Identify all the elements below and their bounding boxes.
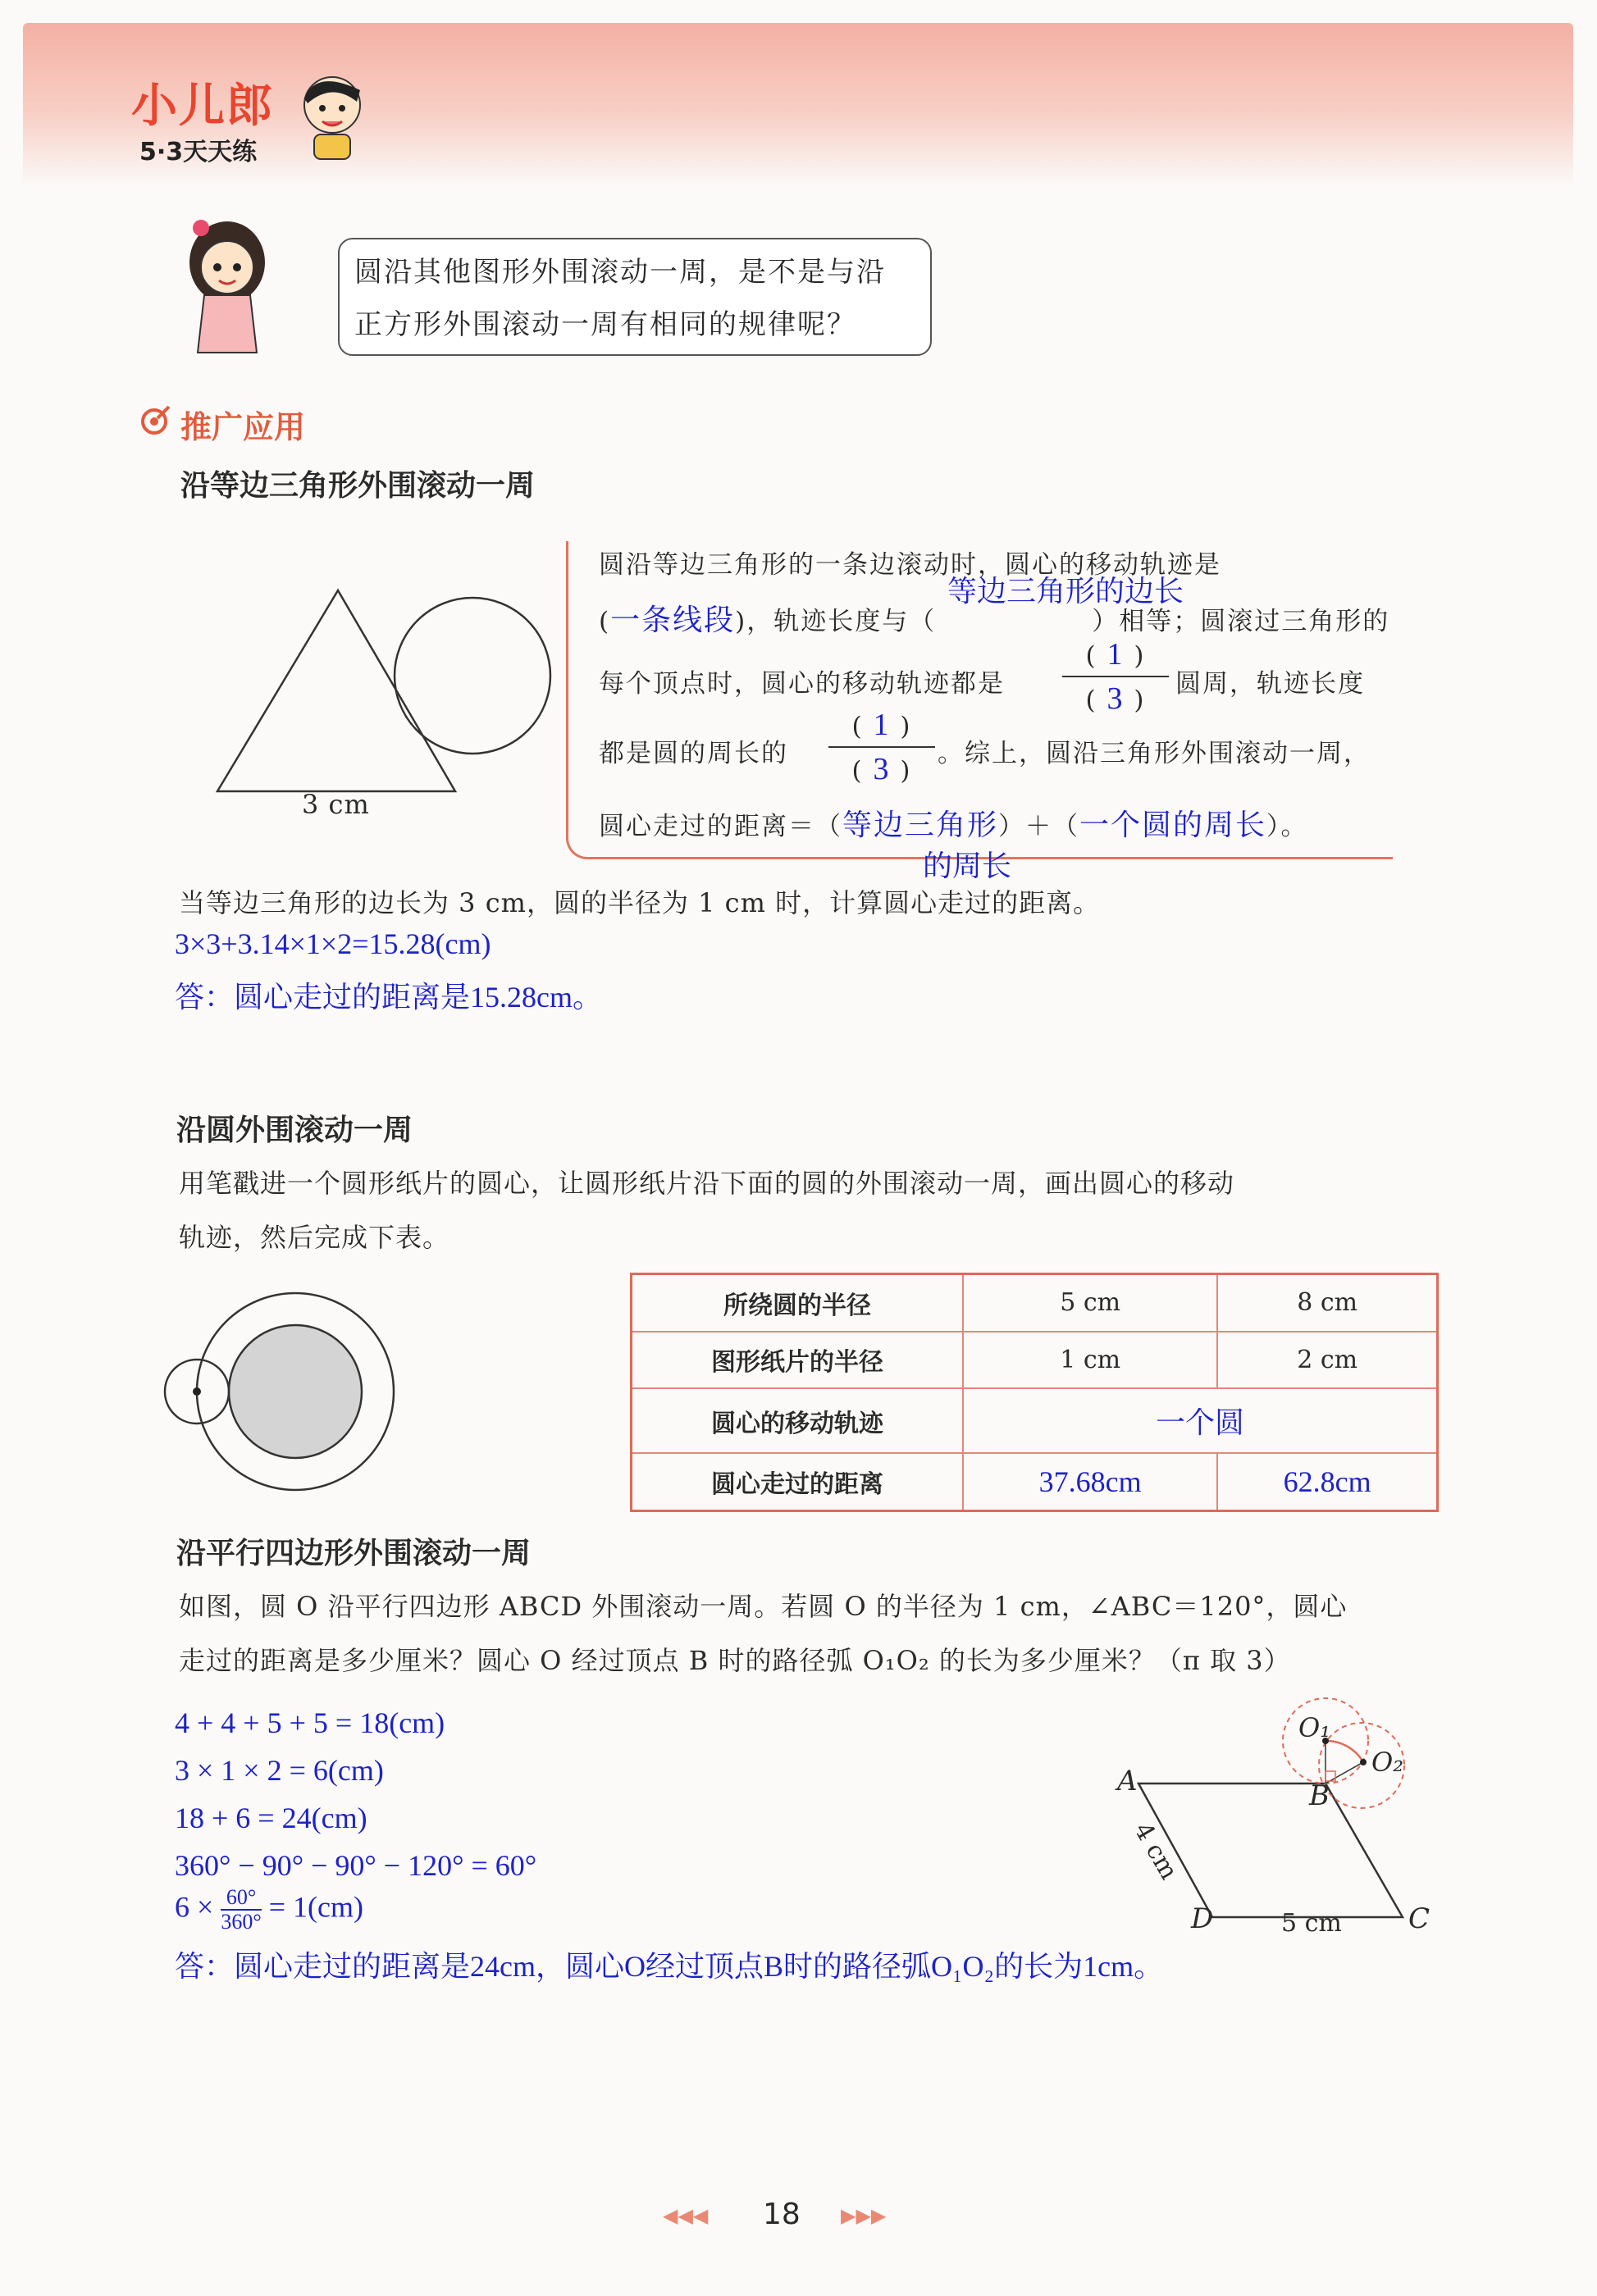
step5-numerator: 60° — [226, 1885, 257, 1909]
girl-mascot-icon — [176, 213, 283, 361]
speech-line-2: 正方形外围滚动一周有相同的规律呢？ — [354, 308, 856, 341]
logo-subtitle: 5·3天天练 — [139, 138, 258, 166]
frac-numerator: ( 1 ) — [851, 708, 912, 742]
table-cell: 5 cm — [963, 1274, 1217, 1332]
answer-line-segment: 一条线段 — [610, 604, 736, 636]
note-text: ）＋（ — [998, 812, 1080, 841]
prev-arrows-icon: ◀◀◀ — [663, 2204, 709, 2227]
nested-circles-figure — [156, 1283, 402, 1513]
step5-denominator: 360° — [221, 1910, 262, 1934]
label-O2: O₂ — [1371, 1747, 1404, 1778]
label-A: A — [1117, 1765, 1138, 1797]
step5-suffix: = 1(cm) — [268, 1890, 363, 1924]
label-O1: O₁ — [1298, 1712, 1331, 1743]
circle-heading: 沿圆外围滚动一周 — [176, 1114, 413, 1147]
table-header-cell: 圆心的移动轨迹 — [632, 1388, 964, 1453]
note-line-1: 圆沿等边三角形的一条边滚动时，圆心的移动轨迹是 — [599, 550, 1221, 580]
triangle-question: 当等边三角形的边长为 3 cm，圆的半径为 1 cm 时，计算圆心走过的距离。 — [179, 887, 1101, 918]
table-row — [632, 1274, 1438, 1332]
logo-title: 小儿郎 — [131, 80, 274, 133]
answer-triangle-perimeter: 等边三角形 — [842, 809, 999, 841]
frac-bar — [828, 746, 935, 748]
note-text: )，轨迹长度与（ — [735, 607, 937, 636]
boy-mascot-icon — [291, 66, 373, 164]
solution-step-4: 360° − 90° − 90° − 120° = 60° — [175, 1849, 537, 1882]
table-row — [632, 1388, 1438, 1453]
table-cell: 8 cm — [1217, 1274, 1437, 1332]
answer-circle-circumference: 一个圆的周长 — [1079, 809, 1267, 841]
fraction-one-third-a — [1062, 636, 1169, 717]
parallelogram-problem-2: 走过的距离是多少厘米？圆心 O 经过顶点 B 时的路径弧 O₁O₂ 的长为多少厘米？（π 取 3） — [179, 1645, 1291, 1676]
frac-den-value: 3 — [1106, 681, 1125, 716]
frac-numerator: ( 1 ) — [1085, 637, 1146, 672]
label-B: B — [1309, 1779, 1330, 1812]
solution-step-5 — [175, 1886, 363, 1934]
step5-prefix: 6 × — [175, 1890, 214, 1924]
circle-table — [630, 1273, 1439, 1512]
table-answer-cell: 37.68cm — [963, 1453, 1217, 1510]
note-text: ）。 — [1266, 812, 1308, 841]
frac-bar — [1062, 676, 1169, 677]
page-number: 18 — [763, 2198, 801, 2231]
note-paren: ( — [599, 607, 611, 636]
parallelogram-answer: 答：圆心走过的距离是24cm，圆心O经过顶点B时的路径弧O₁O₂的长为1cm。 — [175, 1950, 1164, 1983]
note-text: 圆心走过的距离＝（ — [599, 812, 842, 841]
circle-instruction-2: 轨迹，然后完成下表。 — [179, 1222, 450, 1253]
table-answer-cell: 62.8cm — [1217, 1453, 1437, 1510]
target-icon — [139, 403, 172, 436]
table-row — [632, 1332, 1438, 1388]
answer-triangle-side: 等边三角形的边长 — [947, 575, 1184, 608]
fraction-one-third-b — [828, 707, 935, 787]
note-line-5 — [599, 802, 1308, 844]
triangle-answer-formula: 3×3+3.14×1×2=15.28(cm) — [175, 927, 491, 960]
answer-perimeter-suffix: 的周长 — [923, 850, 1012, 882]
side-label-left: 4 cm — [1128, 1817, 1184, 1885]
table-answer-cell: 一个圆 — [963, 1388, 1438, 1453]
triangle-heading: 沿等边三角形外围滚动一周 — [180, 469, 536, 503]
note-line-3: 每个顶点时，圆心的移动轨迹都是 — [599, 669, 1005, 699]
step5-fraction — [221, 1886, 261, 1934]
parallelogram-problem-1: 如图，圆 O 沿平行四边形 ABCD 外围滚动一周。若圆 O 的半径为 1 cm，∠ABC＝120°，圆心 — [179, 1591, 1348, 1622]
circle-instruction-1: 用笔戳进一个圆形纸片的圆心，让圆形纸片沿下面的圆的外围滚动一周，画出圆心的移动 — [179, 1168, 1235, 1199]
parallelogram-heading: 沿平行四边形外围滚动一周 — [176, 1537, 532, 1570]
frac-num-value: 1 — [1106, 637, 1125, 672]
side-label-bottom: 5 cm — [1281, 1909, 1342, 1938]
table-header-cell: 圆心走过的距离 — [632, 1453, 964, 1510]
section-title: 推广应用 — [180, 409, 306, 445]
triangle-answer-text: 答：圆心走过的距离是15.28cm。 — [175, 981, 602, 1014]
table-header-cell: 图形纸片的半径 — [632, 1332, 964, 1388]
triangle-circle-figure — [209, 582, 562, 828]
solution-step-2: 3 × 1 × 2 = 6(cm) — [175, 1754, 384, 1787]
table-cell: 2 cm — [1217, 1332, 1437, 1388]
label-C: C — [1408, 1902, 1430, 1935]
table-header-cell: 所绕圆的半径 — [632, 1274, 964, 1332]
triangle-side-label: 3 cm — [302, 789, 370, 820]
table-row — [632, 1453, 1438, 1510]
frac-num-value: 1 — [873, 708, 891, 742]
frac-denominator: ( 3 ) — [851, 752, 912, 786]
note-text: ）相等；圆滚过三角形的 — [1092, 607, 1390, 636]
speech-bubble-text — [354, 246, 912, 351]
label-D: D — [1191, 1902, 1214, 1935]
note-line-4: 都是圆的周长的 — [599, 739, 788, 768]
note-line-4-end: 。综上，圆沿三角形外围滚动一周， — [938, 739, 1371, 768]
note-line-3-end: 圆周，轨迹长度 — [1175, 669, 1365, 699]
speech-line-1: 圆沿其他图形外围滚动一周，是不是与沿 — [354, 256, 886, 289]
solution-step-3: 18 + 6 = 24(cm) — [175, 1802, 367, 1834]
table-cell: 1 cm — [963, 1332, 1217, 1388]
frac-den-value: 3 — [873, 752, 891, 786]
frac-denominator: ( 3 ) — [1085, 681, 1146, 716]
next-arrows-icon: ▶▶▶ — [841, 2204, 887, 2227]
solution-step-1: 4 + 4 + 5 + 5 = 18(cm) — [175, 1706, 445, 1739]
